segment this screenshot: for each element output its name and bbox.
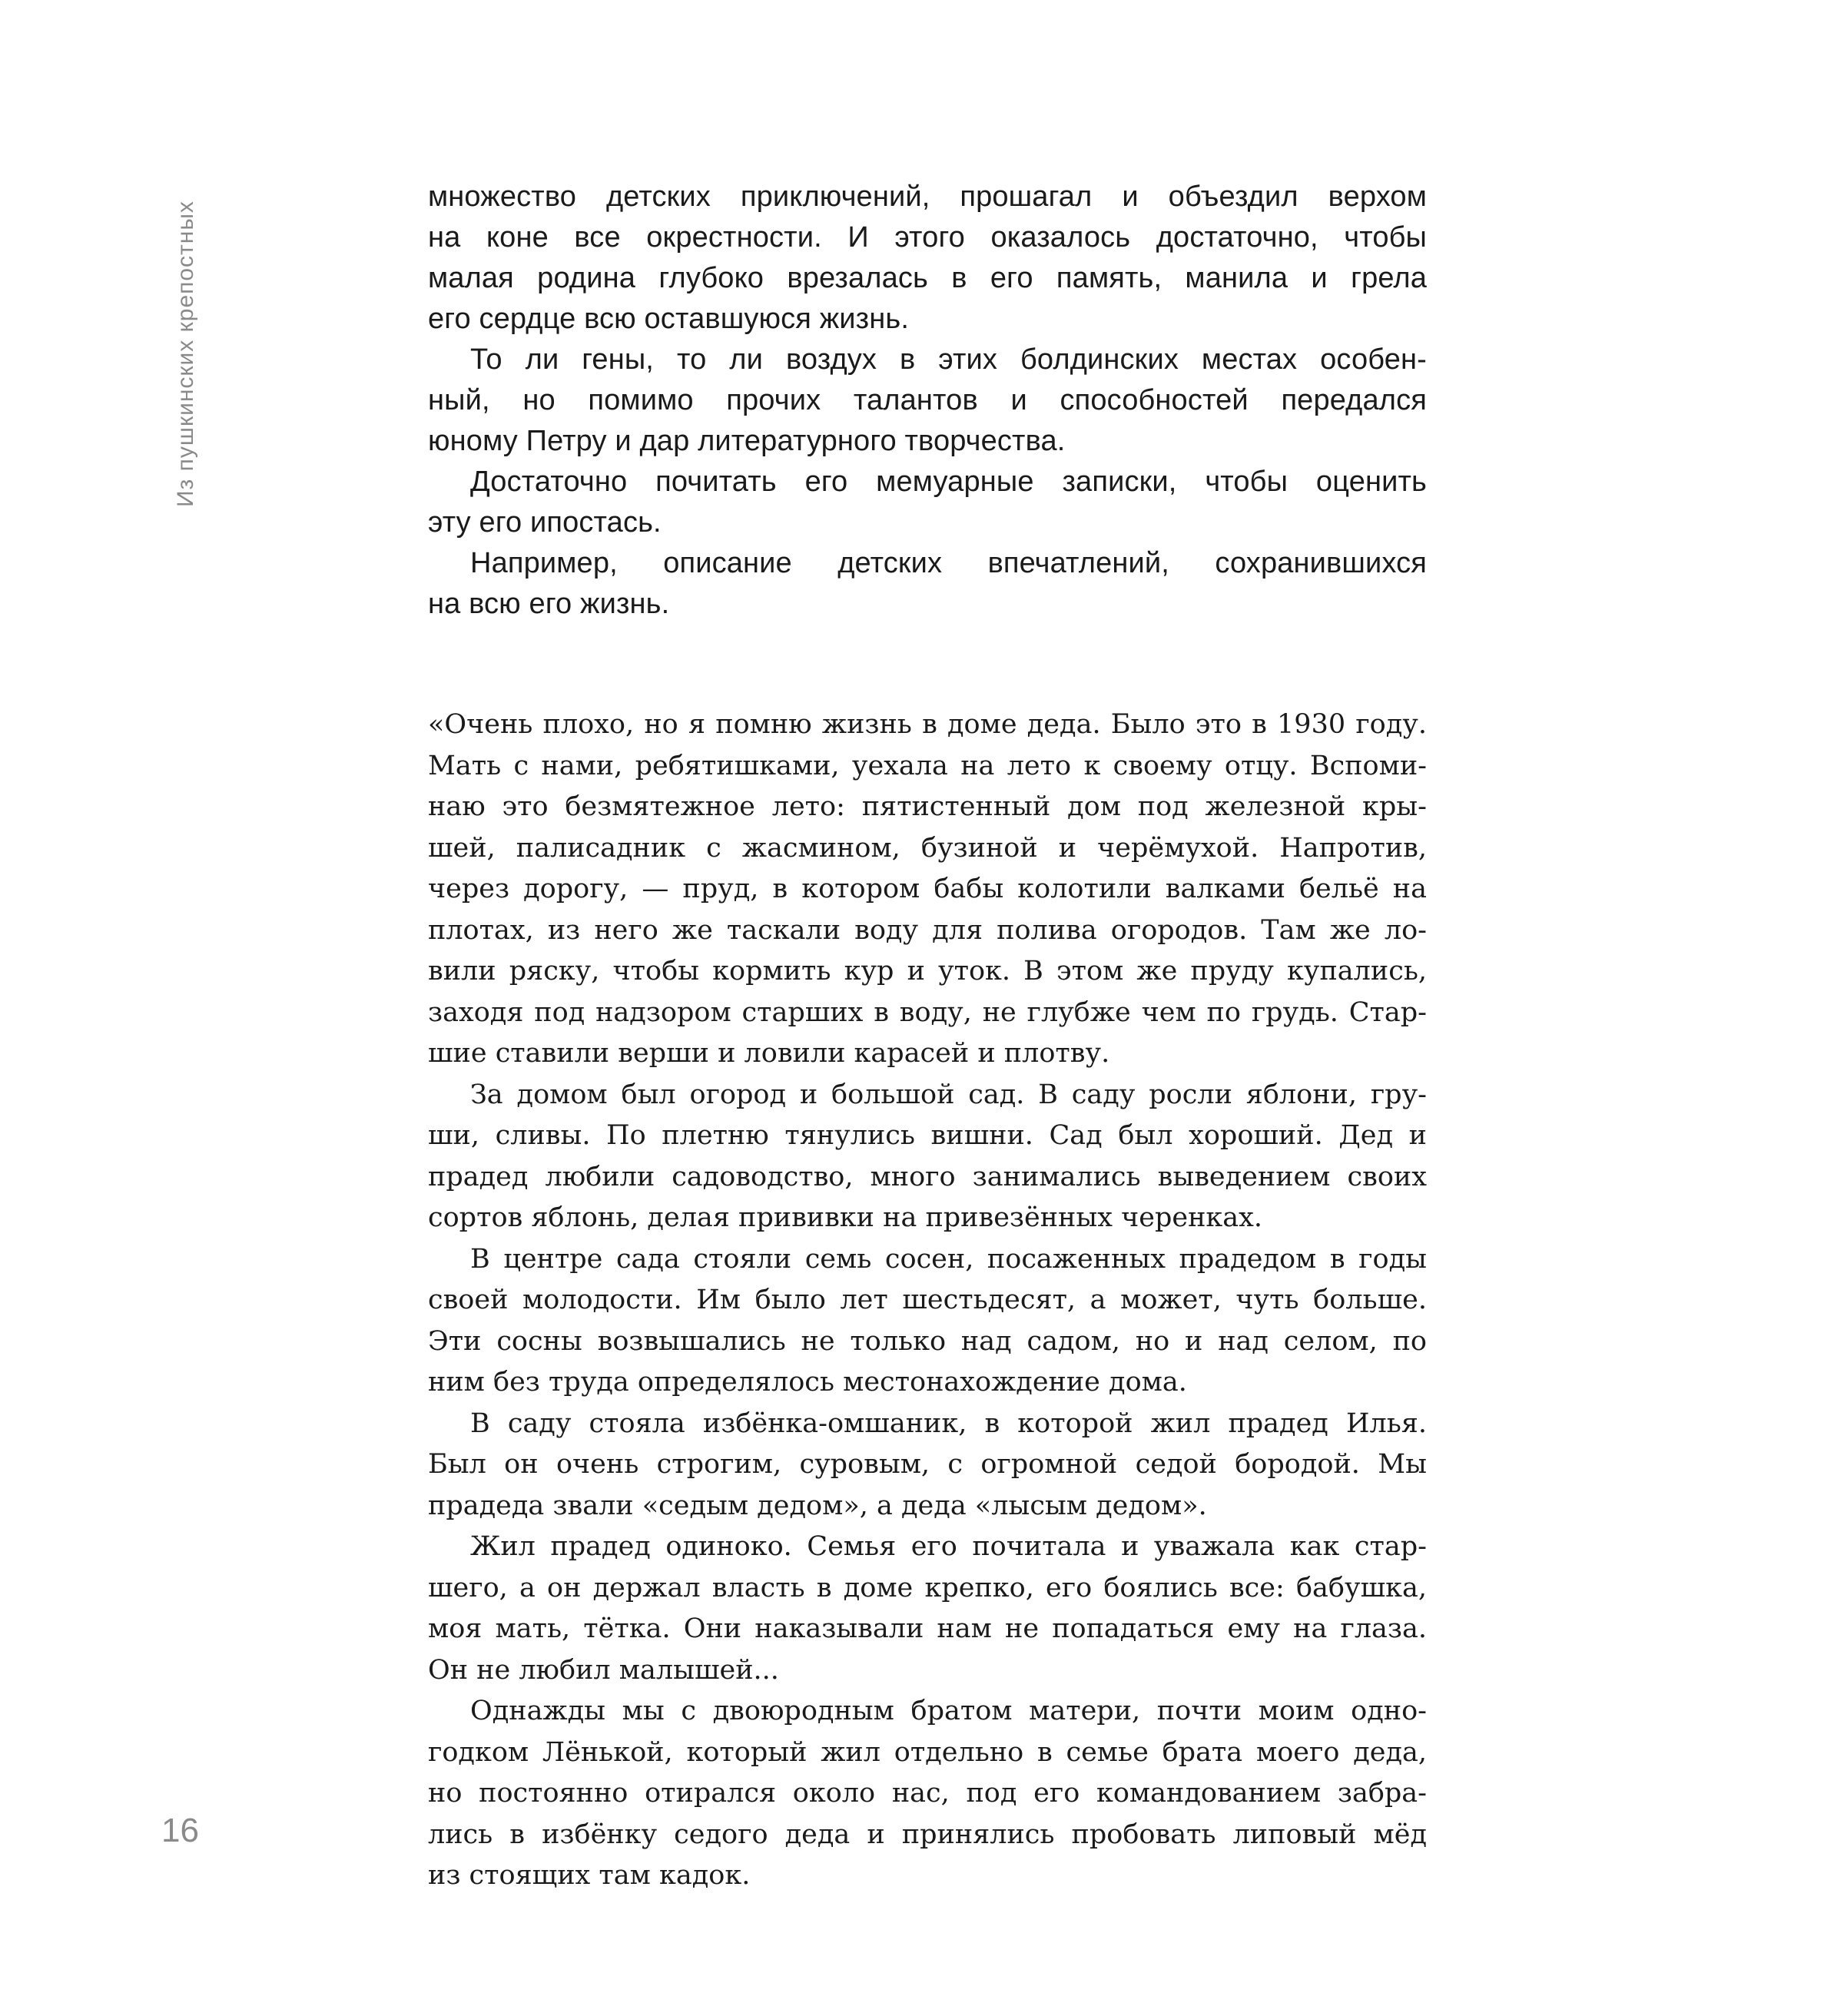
quote-line: наю это безмятежное лето: пятистенный дом под железной кры- xyxy=(428,791,1427,822)
page-body xyxy=(428,177,1427,1897)
quote-line: но постоянно отирался около нас, под его командованием забра- xyxy=(428,1778,1427,1809)
quote-line: Жил прадед одиноко. Семья его почитала и уважала как стар- xyxy=(470,1531,1427,1562)
quote-line: В центре сада стояли семь сосен, посаженных прадедом в годы xyxy=(470,1243,1427,1275)
intro-paragraph xyxy=(428,177,1427,340)
quote-line: Был он очень строгим, суровым, с огромной седой бородой. Мы xyxy=(428,1449,1427,1480)
quote-line: годком Лёнькой, который жил отдельно в семье брата моего деда, xyxy=(428,1736,1427,1768)
intro-line: юному Петру и дар литературного творчества. xyxy=(428,425,1066,457)
intro-line: эту его ипостась. xyxy=(428,506,662,539)
quote-paragraph xyxy=(428,1075,1427,1239)
intro-line: ный, но помимо прочих талантов и способностей передался xyxy=(428,384,1427,416)
quote-line: из стоящих там кадок. xyxy=(428,1860,751,1891)
quote-line: «Очень плохо, но я помню жизнь в доме деда. Было это в 1930 году. xyxy=(428,709,1427,740)
intro-paragraph xyxy=(428,543,1427,625)
intro-text xyxy=(428,177,1427,625)
intro-paragraph xyxy=(428,462,1427,543)
quote-line: заходя под надзором старших в воду, не глубже чем по грудь. Стар- xyxy=(428,996,1427,1028)
quote-line: плотах, из него же таскали воду для полива огородов. Там же ло- xyxy=(428,914,1427,946)
intro-paragraph xyxy=(428,340,1427,462)
quote-line: Эти сосны возвышались не только над садом, но и над селом, по xyxy=(428,1325,1427,1357)
running-head-text: Из пушкинских крепостных xyxy=(173,201,198,507)
intro-line: Например, описание детских впечатлений, сохранившихся xyxy=(470,547,1427,579)
quote-line: лись в избёнку седого деда и принялись пробовать липовый мёд xyxy=(428,1819,1427,1850)
quote-line: сортов яблонь, делая прививки на привезённых черенках. xyxy=(428,1202,1263,1233)
intro-line: его сердце всю оставшуюся жизнь. xyxy=(428,303,910,335)
quote-paragraph xyxy=(428,1239,1427,1404)
intro-line: множество детских приключений, прошагал и объездил верхом xyxy=(428,181,1427,213)
quote-line: прадед любили садоводство, много занимались выведением своих xyxy=(428,1161,1427,1192)
intro-line: на коне все окрестности. И этого оказалось достаточно, чтобы xyxy=(428,221,1427,254)
memoir-quote xyxy=(428,705,1427,1897)
quote-line: моя мать, тётка. Они наказывали нам не попадаться ему на глаза. xyxy=(428,1613,1427,1644)
intro-line: малая родина глубоко врезалась в его память, манила и грела xyxy=(428,262,1427,294)
quote-line: За домом был огород и большой сад. В саду росли яблони, гру- xyxy=(470,1079,1427,1110)
quote-line: Мать с нами, ребятишками, уехала на лето к своему отцу. Вспоми- xyxy=(428,750,1427,781)
page-number: 16 xyxy=(161,1812,199,1849)
quote-line: своей молодости. Им было лет шестьдесят, а может, чуть больше. xyxy=(428,1285,1427,1315)
intro-line: То ли гены, то ли воздух в этих болдинских местах особен- xyxy=(470,343,1427,376)
quote-line: ши, сливы. По плетню тянулись вишни. Сад был хороший. Дед и xyxy=(428,1120,1427,1151)
intro-line: на всю его жизнь. xyxy=(428,588,670,620)
quote-line: шие ставили верши и ловили карасей и плотву. xyxy=(428,1038,1110,1069)
quote-line: Он не любил малышей... xyxy=(428,1654,779,1686)
quote-paragraph xyxy=(428,1527,1427,1691)
quote-line: вили ряску, чтобы кормить кур и уток. В этом же пруду купались, xyxy=(428,956,1427,986)
quote-line: В саду стояла избёнка-омшаник, в которой жил прадед Илья. xyxy=(470,1408,1427,1439)
quote-line: шей, палисадник с жасмином, бузиной и черёмухой. Напротив, xyxy=(428,832,1427,864)
quote-paragraph xyxy=(428,1691,1427,1897)
quote-paragraph xyxy=(428,1404,1427,1527)
running-head xyxy=(154,169,215,507)
quote-paragraph xyxy=(428,705,1427,1075)
quote-line: через дорогу, — пруд, в котором бабы колотили валками бельё на xyxy=(428,874,1427,904)
quote-line: ним без труда определялось местонахождение дома. xyxy=(428,1367,1187,1398)
quote-line: Однажды мы с двоюродным братом матери, почти моим одно- xyxy=(470,1696,1427,1726)
quote-line: прадеда звали «седым дедом», а деда «лысым дедом». xyxy=(428,1490,1207,1521)
section-gap xyxy=(428,625,1427,705)
quote-line: шего, а он держал власть в доме крепко, его боялись все: бабушка, xyxy=(428,1572,1427,1603)
intro-line: Достаточно почитать его мемуарные записки, чтобы оценить xyxy=(470,466,1427,498)
